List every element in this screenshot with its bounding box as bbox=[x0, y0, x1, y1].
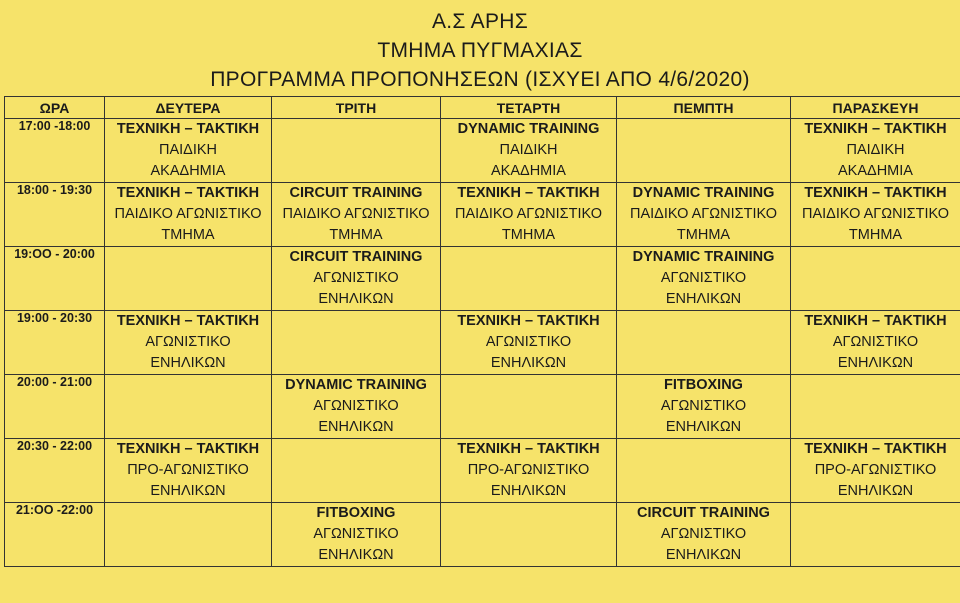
session-group: ΠΡΟ-ΑΓΩΝΙΣΤΙΚΟ bbox=[467, 462, 590, 478]
session-title: ΤΕΧΝΙΚΗ – ΤΑΚΤΙΚΗ bbox=[116, 185, 260, 201]
session-level: ΑΚΑΔΗΜΙΑ bbox=[491, 163, 566, 179]
session-title: ΤΕΧΝΙΚΗ – ΤΑΚΤΙΚΗ bbox=[804, 441, 947, 457]
session-level: ΕΝΗΛΙΚΩΝ bbox=[665, 291, 742, 307]
session-title: ΤΕΧΝΙΚΗ – ΤΑΚΤΙΚΗ bbox=[804, 121, 947, 137]
department-title: ΤΜΗΜΑ ΠΥΓΜΑΧΙΑΣ bbox=[377, 39, 583, 62]
session-level: ΤΜΗΜΑ bbox=[329, 227, 383, 243]
time-slot: 20:00 - 21:00 bbox=[5, 375, 105, 439]
session-group: ΑΓΩΝΙΣΤΙΚΟ bbox=[485, 334, 572, 350]
session-group: ΠΑΙΔΙΚΟ ΑΓΩΝΙΣΤΙΚΟ bbox=[802, 206, 949, 222]
session-cell-thursday bbox=[617, 247, 791, 311]
session-title: DYNAMIC TRAINING bbox=[632, 249, 775, 265]
session-level: ΕΝΗΛΙΚΩΝ bbox=[837, 483, 914, 499]
time-slot: 20:30 - 22:00 bbox=[5, 439, 105, 503]
session-title: FITBOXING bbox=[664, 377, 743, 393]
session-cell-wednesday bbox=[441, 439, 617, 503]
session-title: DYNAMIC TRAINING bbox=[457, 121, 600, 137]
session-level: ΕΝΗΛΙΚΩΝ bbox=[837, 355, 914, 371]
session-cell-monday bbox=[105, 183, 272, 247]
session-group: ΑΓΩΝΙΣΤΙΚΟ bbox=[313, 270, 399, 286]
session-group: ΑΓΩΝΙΣΤΙΚΟ bbox=[313, 398, 399, 414]
session-cell-tuesday bbox=[272, 183, 441, 247]
session-cell-tuesday bbox=[272, 439, 441, 503]
session-cell-tuesday bbox=[272, 503, 441, 567]
session-title: ΤΕΧΝΙΚΗ – ΤΑΚΤΙΚΗ bbox=[457, 441, 600, 457]
column-header-friday: ΠΑΡΑΣΚΕΥΗ bbox=[791, 97, 960, 119]
session-level: ΕΝΗΛΙΚΩΝ bbox=[318, 291, 394, 307]
session-cell-friday bbox=[791, 503, 960, 567]
session-level: ΤΜΗΜΑ bbox=[848, 227, 903, 243]
table-row bbox=[5, 311, 960, 375]
session-group: ΠΑΙΔΙΚΟ ΑΓΩΝΙΣΤΙΚΟ bbox=[455, 206, 602, 222]
session-group: ΑΓΩΝΙΣΤΙΚΟ bbox=[660, 270, 747, 286]
session-group: ΑΓΩΝΙΣΤΙΚΟ bbox=[660, 526, 747, 542]
session-cell-thursday bbox=[617, 503, 791, 567]
session-group: ΠΑΙΔΙΚΗ bbox=[158, 142, 218, 158]
session-cell-monday bbox=[105, 311, 272, 375]
session-cell-thursday bbox=[617, 311, 791, 375]
session-cell-thursday bbox=[617, 119, 791, 183]
session-title: ΤΕΧΝΙΚΗ – ΤΑΚΤΙΚΗ bbox=[116, 121, 260, 137]
time-slot: 18:00 - 19:30 bbox=[5, 183, 105, 247]
column-header-thursday: ΠΕΜΠΤΗ bbox=[617, 97, 791, 119]
session-title: ΤΕΧΝΙΚΗ – ΤΑΚΤΙΚΗ bbox=[804, 185, 947, 201]
session-title: ΤΕΧΝΙΚΗ – ΤΑΚΤΙΚΗ bbox=[457, 313, 600, 329]
session-title: ΤΕΧΝΙΚΗ – ΤΑΚΤΙΚΗ bbox=[116, 441, 260, 457]
session-level: ΕΝΗΛΙΚΩΝ bbox=[665, 419, 742, 435]
session-group: ΑΓΩΝΙΣΤΙΚΟ bbox=[832, 334, 919, 350]
session-level: ΕΝΗΛΙΚΩΝ bbox=[318, 547, 394, 563]
time-slot: 21:OO -22:00 bbox=[5, 503, 105, 567]
column-header-monday: ΔΕΥΤΕΡΑ bbox=[105, 97, 272, 119]
session-cell-monday bbox=[105, 119, 272, 183]
session-cell-friday bbox=[791, 375, 960, 439]
session-group: ΠΑΙΔΙΚΟ ΑΓΩΝΙΣΤΙΚΟ bbox=[630, 206, 777, 222]
session-group: ΑΓΩΝΙΣΤΙΚΟ bbox=[660, 398, 747, 414]
table-row bbox=[5, 503, 960, 567]
session-cell-thursday bbox=[617, 375, 791, 439]
schedule-table bbox=[4, 96, 960, 567]
session-title: DYNAMIC TRAINING bbox=[632, 185, 775, 201]
session-level: ΕΝΗΛΙΚΩΝ bbox=[490, 483, 567, 499]
table-row bbox=[5, 119, 960, 183]
session-cell-thursday bbox=[617, 439, 791, 503]
column-header-wednesday: ΤΕΤΑΡΤΗ bbox=[441, 97, 617, 119]
session-cell-monday bbox=[105, 247, 272, 311]
session-title: ΤΕΧΝΙΚΗ – ΤΑΚΤΙΚΗ bbox=[457, 185, 600, 201]
session-level: ΤΜΗΜΑ bbox=[676, 227, 731, 243]
time-slot: 19:OO - 20:00 bbox=[5, 247, 105, 311]
table-row bbox=[5, 439, 960, 503]
session-cell-tuesday bbox=[272, 375, 441, 439]
session-level: ΕΝΗΛΙΚΩΝ bbox=[150, 483, 226, 499]
session-title: ΤΕΧΝΙΚΗ – ΤΑΚΤΙΚΗ bbox=[116, 313, 260, 329]
session-level: ΕΝΗΛΙΚΩΝ bbox=[150, 355, 226, 371]
session-group: ΠΑΙΔΙΚΟ ΑΓΩΝΙΣΤΙΚΟ bbox=[114, 206, 262, 222]
program-title: ΠΡΟΓΡΑΜΜΑ ΠΡΟΠΟΝΗΣΕΩΝ (ΙΣΧΥΕΙ ΑΠΟ 4/6/2020) bbox=[210, 68, 750, 91]
time-slot: 19:00 - 20:30 bbox=[5, 311, 105, 375]
club-title: Α.Σ ΑΡΗΣ bbox=[431, 10, 529, 33]
session-cell-friday bbox=[791, 119, 960, 183]
schedule-body bbox=[5, 119, 960, 567]
session-level: ΤΜΗΜΑ bbox=[161, 227, 215, 243]
session-cell-wednesday bbox=[441, 247, 617, 311]
session-level: ΑΚΑΔΗΜΙΑ bbox=[838, 163, 913, 179]
header-row bbox=[5, 97, 960, 119]
session-title: CIRCUIT TRAINING bbox=[289, 185, 423, 201]
title-block bbox=[0, 0, 960, 94]
session-title: CIRCUIT TRAINING bbox=[289, 249, 423, 265]
session-level: ΕΝΗΛΙΚΩΝ bbox=[318, 419, 394, 435]
session-group: ΑΓΩΝΙΣΤΙΚΟ bbox=[145, 334, 231, 350]
session-group: ΠΑΙΔΙΚΗ bbox=[499, 142, 558, 158]
session-level: ΕΝΗΛΙΚΩΝ bbox=[665, 547, 742, 563]
time-slot: 17:00 -18:00 bbox=[5, 119, 105, 183]
session-cell-tuesday bbox=[272, 119, 441, 183]
session-cell-wednesday bbox=[441, 183, 617, 247]
session-cell-friday bbox=[791, 247, 960, 311]
session-title: CIRCUIT TRAINING bbox=[637, 505, 770, 521]
session-group: ΠΡΟ-ΑΓΩΝΙΣΤΙΚΟ bbox=[814, 462, 937, 478]
session-title: ΤΕΧΝΙΚΗ – ΤΑΚΤΙΚΗ bbox=[804, 313, 947, 329]
table-row bbox=[5, 375, 960, 439]
session-cell-friday bbox=[791, 439, 960, 503]
session-title: DYNAMIC TRAINING bbox=[285, 377, 427, 393]
session-level: ΕΝΗΛΙΚΩΝ bbox=[490, 355, 567, 371]
session-cell-monday bbox=[105, 503, 272, 567]
session-cell-monday bbox=[105, 375, 272, 439]
session-level: ΑΚΑΔΗΜΙΑ bbox=[150, 163, 226, 179]
session-group: ΠΑΙΔΙΚΗ bbox=[846, 142, 905, 158]
session-title: FITBOXING bbox=[316, 505, 396, 521]
session-cell-wednesday bbox=[441, 375, 617, 439]
session-group: ΠΡΟ-ΑΓΩΝΙΣΤΙΚΟ bbox=[127, 462, 249, 478]
session-cell-friday bbox=[791, 183, 960, 247]
session-cell-tuesday bbox=[272, 311, 441, 375]
table-row bbox=[5, 183, 960, 247]
session-level: ΤΜΗΜΑ bbox=[501, 227, 556, 243]
session-group: ΑΓΩΝΙΣΤΙΚΟ bbox=[313, 526, 399, 542]
session-cell-wednesday bbox=[441, 119, 617, 183]
session-group: ΠΑΙΔΙΚΟ ΑΓΩΝΙΣΤΙΚΟ bbox=[282, 206, 430, 222]
session-cell-friday bbox=[791, 311, 960, 375]
column-header-time: ΩΡΑ bbox=[5, 97, 105, 119]
session-cell-wednesday bbox=[441, 503, 617, 567]
table-row bbox=[5, 247, 960, 311]
session-cell-thursday bbox=[617, 183, 791, 247]
session-cell-tuesday bbox=[272, 247, 441, 311]
session-cell-wednesday bbox=[441, 311, 617, 375]
column-header-tuesday: ΤΡΙΤΗ bbox=[272, 97, 441, 119]
session-cell-monday bbox=[105, 439, 272, 503]
